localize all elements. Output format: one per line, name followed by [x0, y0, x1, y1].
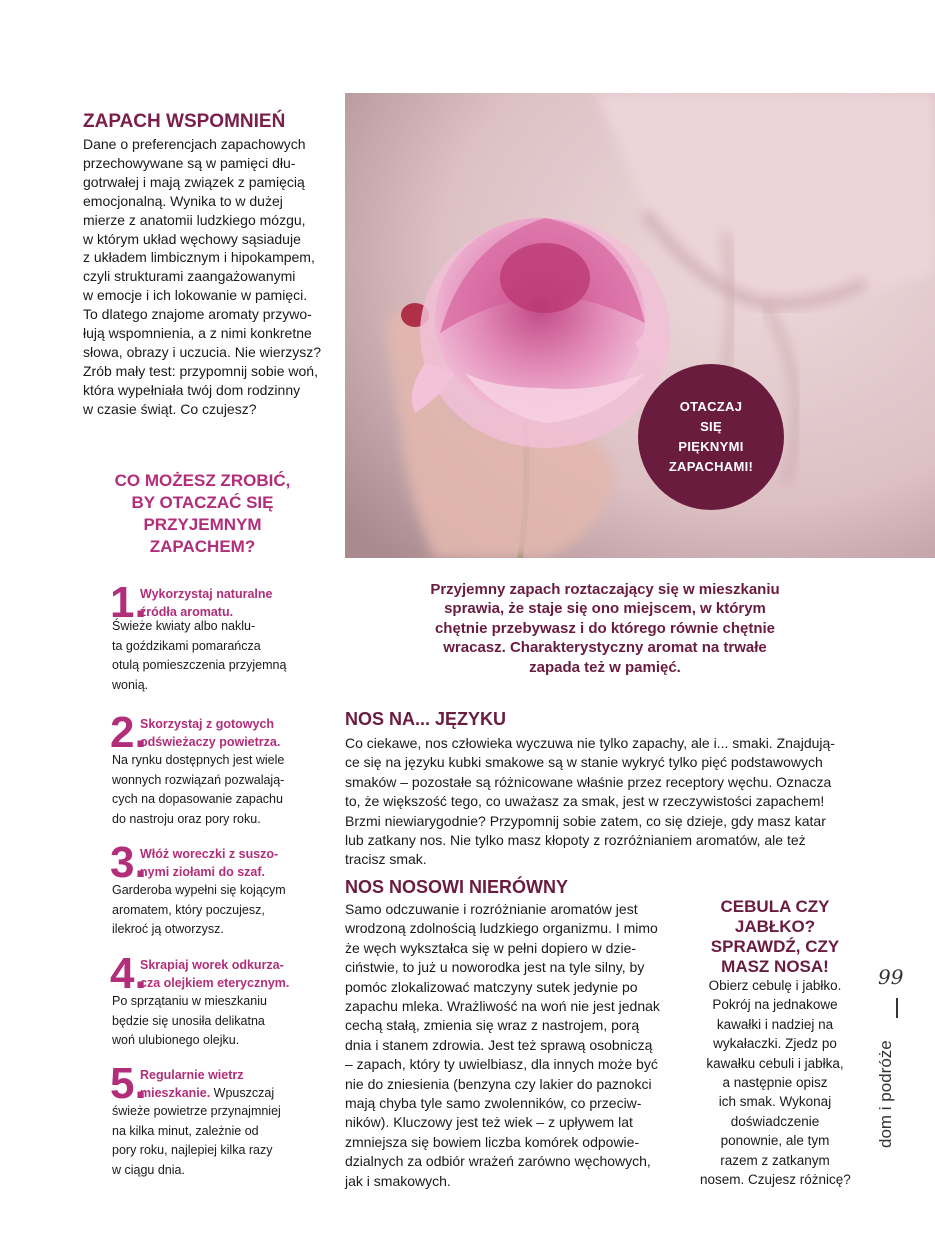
tip-body-line: do nastroju oraz pory roku. — [112, 811, 261, 826]
sidebox-heading-line: MASZ NOSA! — [721, 957, 829, 976]
badge-otaczaj — [638, 364, 784, 510]
intro-line: emocjonalną. Wynika to w dużej — [83, 192, 283, 209]
body-line: zmniejsza się bowiem liczba komórek odpowie- — [345, 1133, 640, 1150]
sidebox-line: a następnie opisz — [722, 1075, 828, 1091]
tip-body-line: wonią. — [112, 677, 149, 692]
body-line: – zapach, który ty uwielbiasz, dla innych może być — [345, 1056, 658, 1073]
sidebox-line: ich smak. Wykonaj — [718, 1094, 832, 1110]
intro-line: gotrwałej i mają związek z pamięcią — [83, 173, 305, 190]
body-line: pomóc zlokalizować matczyny sutek jedynie po — [345, 978, 638, 995]
sidebox-line: doświadczenie — [730, 1113, 820, 1129]
intro-line: To dlatego znajome aromaty przywo- — [83, 306, 312, 323]
tip-body-line: Garderoba wypełni się kojącym — [112, 883, 286, 897]
sidebox-heading-line: CEBULA CZY — [720, 897, 830, 916]
tip-number: 1. — [110, 578, 147, 627]
tip-body-line: Świeże kwiaty albo naklu- — [112, 619, 256, 633]
intro-line: w emocje i ich lokowanie w pamięci. — [83, 287, 308, 304]
sidebox-line: Obierz cebulę i jabłko. — [708, 978, 842, 993]
body-line: że węch wykształca się w pełni dopiero w dzie- — [345, 939, 637, 956]
section-body-nos-nosowi — [345, 900, 660, 1191]
body-line: dnia i stanem zdrowia. Jest też sprawą osobniczą — [345, 1036, 653, 1053]
body-line: tracisz smak. — [345, 851, 427, 868]
sidebox-line: kawałku cebuli i jabłka, — [706, 1055, 844, 1071]
sidebox-heading-line: JABŁKO? — [734, 917, 816, 936]
tip-title-line: cza olejkiem eterycznym. — [140, 976, 290, 990]
tip-body-inline: Wpuszczaj — [210, 1086, 275, 1100]
tip-body-line: Po sprzątaniu w mieszkaniu — [112, 994, 267, 1008]
tip-title-line: źródła aromatu. — [140, 605, 234, 619]
quote-line: zapada też w pamięć. — [529, 658, 681, 676]
intro-line: Zrób mały test: przypomnij sobie woń, — [83, 362, 318, 379]
quote-line: wracasz. Charakterystyczny aromat na trwałe — [443, 639, 767, 657]
body-line: Co ciekawe, nos człowieka wyczuwa nie tylko zapachy, ale i... smaki. Znajdują- — [345, 735, 835, 751]
tip-body-line: ta goździkami pomarańcza — [112, 638, 261, 653]
tips-heading — [90, 470, 315, 558]
badge-line: OTACZAJ — [679, 399, 743, 414]
intro-line: z układem limbicznym i hipokampem, — [83, 249, 315, 266]
intro-line: mierze z anatomii ludzkiego mózgu, — [83, 211, 306, 228]
tip-title — [140, 956, 289, 992]
badge-line: ZAPACHAMI! — [668, 459, 754, 474]
intro-line: Dane o preferencjach zapachowych — [83, 136, 306, 152]
tip-body — [112, 992, 267, 1051]
pull-quote — [395, 580, 815, 677]
peony-illustration — [345, 93, 935, 558]
tip-body — [112, 751, 284, 829]
body-line: wrodzoną zdolnością ludzkiego organizmu. I mimo — [345, 920, 658, 937]
tip-body-line: aromatem, który poczujesz, — [112, 902, 265, 917]
peony-photo — [345, 93, 935, 558]
tip-title-line: Wykorzystaj naturalne — [140, 587, 273, 601]
intro-body — [83, 135, 345, 419]
body-line: mają chyba tyle samo zwolenników, co przeciw- — [345, 1095, 642, 1112]
tip-number: 2. — [110, 708, 147, 757]
body-line: jak i smakowych. — [345, 1172, 451, 1189]
tip-title-line — [140, 1084, 274, 1102]
tips-heading-line: ZAPACHEM? — [149, 537, 256, 556]
tip-title-line: Włóż woreczki z suszo- — [140, 847, 279, 861]
sidebox-line: ponownie, ale tym — [720, 1133, 830, 1149]
page-number: 99 — [878, 965, 904, 989]
intro-line: czyli strukturami zaangażowanymi — [83, 268, 296, 285]
intro-line: przechowywane są w pamięci dłu- — [83, 154, 296, 171]
tip-title-line: Regularnie wietrz — [140, 1068, 244, 1082]
tip-title-inline: mieszkanie. — [140, 1086, 211, 1100]
tips-heading-line: BY OTACZAĆ SIĘ — [131, 493, 274, 512]
tip-body-line: pory roku, najlepiej kilka razy — [112, 1143, 273, 1157]
tip-body — [112, 881, 286, 940]
tip-body — [112, 617, 286, 695]
tip-body-line: będzie się unosiła delikatna — [112, 1013, 265, 1028]
tip-title-line: Skrapiaj worek odkurza- — [140, 958, 284, 972]
body-line: to, że większość tego, co uważasz za smak, jest w rzeczywistości zapachem! — [345, 793, 825, 810]
sidebox-heading — [700, 897, 850, 977]
tip-number: 4. — [110, 949, 147, 998]
tip-body-line: Na rynku dostępnych jest wiele — [112, 753, 285, 767]
body-line: ników). Kluczowy jest też wiek – z upływem lat — [345, 1114, 633, 1131]
sidebox-body — [700, 976, 850, 1189]
body-line: ce się na języku kubki smakowe są w stanie wykryć tylko pięć podstawowych — [345, 754, 823, 771]
badge-line: SIĘ — [700, 419, 722, 434]
intro-heading: ZAPACH WSPOMNIEŃ — [83, 111, 286, 132]
tip-number: 5. — [110, 1059, 147, 1108]
body-line: smaków – pozostałe są różnicowane właśnie przez receptory węchu. Oznacza — [345, 773, 832, 790]
body-line: nie do zniesienia (benzyna czy lakier do paznokci — [345, 1075, 652, 1092]
body-line: Brzmi niewiarygodnie? Przypomnij sobie zatem, co się dzieje, gdy masz katar — [345, 812, 826, 829]
sidebox-line: Pokrój na jednakowe — [712, 997, 838, 1013]
tip-title-line: odświeżaczy powietrza. — [140, 735, 281, 749]
tips-heading-line: PRZYJEMNYM — [143, 515, 262, 534]
tip-body-line: otulą pomieszczenia przyjemną — [112, 658, 287, 672]
sidebox-line: razem z zatkanym — [720, 1152, 830, 1168]
intro-line: w którym układ węchowy sąsiaduje — [83, 230, 301, 247]
body-line: lub zatkany nos. Nie tylko masz kłopoty z rozróżnianiem aromatów, ale też — [345, 832, 806, 849]
sidebox-line: kawałki i nadziej na — [716, 1016, 834, 1032]
section-body-nos-na-jezyku — [345, 734, 835, 870]
intro-line: łują wspomnienia, a z nimi konkretne — [83, 325, 312, 342]
page-number-divider — [896, 998, 898, 1018]
tip-body-line: świeże powietrze przynajmniej — [112, 1104, 281, 1118]
body-line: Samo odczuwanie i rozróżnianie aromatów jest — [345, 901, 638, 917]
body-line: cechą stałą, zmienia się wraz z nastrojem, porą — [345, 1017, 640, 1034]
tip-body-line: ilekroć ją otworzysz. — [112, 922, 224, 936]
quote-line: Przyjemny zapach roztaczający się w mieszkaniu — [430, 581, 780, 598]
tip-body-line: w ciągu dnia. — [112, 1162, 185, 1177]
tip-title — [140, 715, 280, 751]
tip-body-line: woń ulubionego olejku. — [112, 1033, 240, 1047]
badge-line: PIĘKNYMI — [678, 439, 744, 454]
sidebox-line: wykałaczki. Zjedz po — [713, 1036, 837, 1052]
tip-body-line: wonnych rozwiązań pozwalają- — [112, 772, 285, 787]
tip-number: 3. — [110, 838, 147, 887]
intro-line: w czasie świąt. Co czujesz? — [83, 400, 257, 417]
section-label: dom i podróże — [876, 1040, 895, 1148]
body-line: zapachu mleka. Wrażliwość na woń nie jest jednak — [345, 998, 660, 1015]
tip-title-line: nymi ziołami do szaf. — [140, 865, 266, 879]
tip-title — [140, 845, 278, 881]
intro-line: słowa, obrazy i uczucia. Nie wierzysz? — [83, 343, 322, 360]
tip-title-line: Skorzystaj z gotowych — [140, 717, 275, 731]
intro-line: która wypełniała twój dom rodzinny — [83, 381, 301, 398]
quote-line: chętnie przebywasz i do którego równie chętnie — [434, 619, 776, 637]
tip-body — [112, 1102, 281, 1180]
tip-body-line: cych na dopasowanie zapachu — [112, 792, 283, 806]
section-heading-nos-nosowi: NOS NOSOWI NIERÓWNY — [345, 877, 569, 897]
section-heading-nos-na-jezyku: NOS NA... JĘZYKU — [345, 709, 507, 729]
sidebox-line: nosem. Czujesz różnicę? — [700, 1172, 851, 1188]
tips-heading-line: CO MOŻESZ ZROBIĆ, — [114, 471, 291, 490]
body-line: dzialnych za odbiór wrażeń zarówno węchowych, — [345, 1153, 651, 1170]
tip-body-line: na kilka minut, zależnie od — [112, 1123, 259, 1138]
sidebox-heading-line: SPRAWDŹ, CZY — [710, 937, 840, 956]
tip-title — [140, 585, 272, 621]
quote-line: sprawia, że staje się ono miejscem, w którym — [444, 600, 766, 618]
body-line: ciństwie, to już u noworodka jest na tyle silny, by — [345, 959, 645, 976]
tip-title — [140, 1066, 274, 1102]
